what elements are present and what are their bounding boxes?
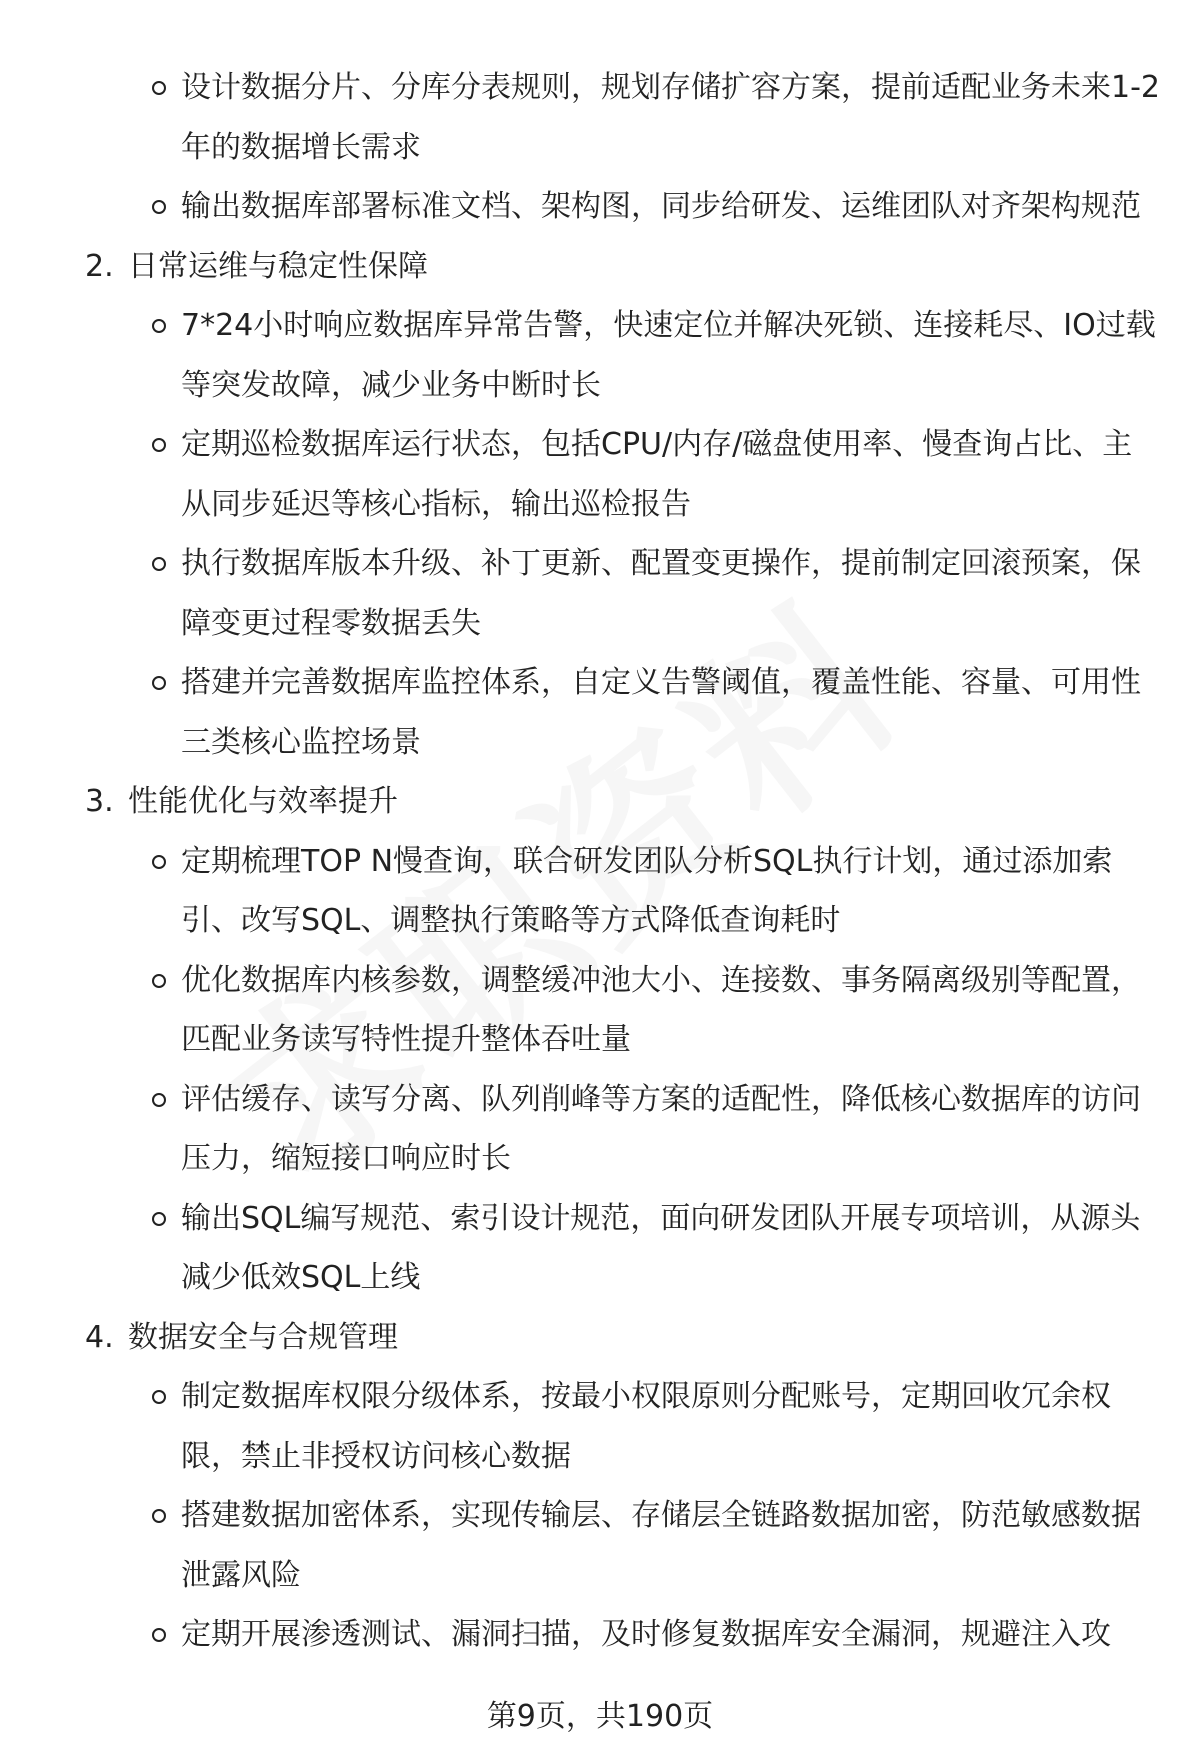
line-text: 数据安全与合规管理 — [128, 1319, 398, 1355]
circle-bullet-icon — [152, 200, 166, 214]
line-text: 日常运维与稳定性保障 — [128, 248, 428, 284]
line-text: 限，禁止非授权访问核心数据 — [181, 1438, 571, 1474]
sub-list-item — [0, 653, 1200, 713]
circle-bullet-icon — [152, 855, 166, 869]
sub-list-item — [0, 58, 1200, 118]
sub-list-item — [0, 1189, 1200, 1249]
section-number: 3. — [85, 784, 114, 819]
sub-list-item-continuation — [0, 356, 1200, 416]
sub-list-item — [0, 1605, 1200, 1665]
sub-list-item — [0, 1486, 1200, 1546]
line-text: 障变更过程零数据丢失 — [181, 605, 481, 641]
circle-bullet-icon — [152, 1390, 166, 1404]
line-text: 压力，缩短接口响应时长 — [181, 1141, 511, 1176]
line-text: 7*24小时响应数据库异常告警，快速定位并解决死锁、连接耗尽、IO过载 — [181, 308, 1156, 343]
section-heading — [0, 772, 1200, 832]
line-text: 设计数据分片、分库分表规则，规划存储扩容方案，提前适配业务未来1-2 — [181, 70, 1160, 105]
sub-list-item-continuation — [0, 594, 1200, 654]
line-text: 搭建并完善数据库监控体系，自定义告警阈值，覆盖性能、容量、可用性 — [181, 665, 1141, 700]
sub-list-item — [0, 296, 1200, 356]
sub-list-item — [0, 951, 1200, 1011]
circle-bullet-icon — [152, 319, 166, 333]
line-text: 评估缓存、读写分离、队列削峰等方案的适配性，降低核心数据库的访问 — [181, 1081, 1141, 1117]
line-text: 从同步延迟等核心指标，输出巡检报告 — [181, 486, 691, 522]
sub-list-item — [0, 415, 1200, 475]
line-text: 泄露风险 — [181, 1557, 301, 1593]
circle-bullet-icon — [152, 1093, 166, 1107]
line-text: 等突发故障，减少业务中断时长 — [181, 367, 601, 403]
circle-bullet-icon — [152, 1628, 166, 1642]
section-heading — [0, 1308, 1200, 1368]
sub-list-item — [0, 1367, 1200, 1427]
sub-list-item — [0, 177, 1200, 237]
section-number: 4. — [85, 1319, 114, 1355]
line-text: 输出数据库部署标准文档、架构图，同步给研发、运维团队对齐架构规范 — [181, 189, 1141, 224]
circle-bullet-icon — [152, 1212, 166, 1226]
sub-list-item — [0, 534, 1200, 594]
line-text: 输出SQL编写规范、索引设计规范，面向研发团队开展专项培训，从源头 — [181, 1200, 1141, 1236]
line-text: 定期开展渗透测试、漏洞扫描，及时修复数据库安全漏洞，规避注入攻 — [181, 1617, 1111, 1652]
sub-list-item-continuation — [0, 118, 1200, 178]
circle-bullet-icon — [152, 1509, 166, 1523]
line-text: 性能优化与效率提升 — [128, 784, 398, 819]
line-text: 匹配业务读写特性提升整体吞吐量 — [181, 1022, 631, 1057]
sub-list-item-continuation — [0, 1248, 1200, 1308]
circle-bullet-icon — [152, 438, 166, 452]
sub-list-item — [0, 832, 1200, 892]
sub-list-item-continuation — [0, 713, 1200, 773]
document-body — [0, 58, 1200, 1665]
sub-list-item-continuation — [0, 1010, 1200, 1070]
line-text: 引、改写SQL、调整执行策略等方式降低查询耗时 — [181, 903, 841, 938]
line-text: 定期梳理TOP N慢查询，联合研发团队分析SQL执行计划，通过添加索 — [181, 843, 1113, 879]
sub-list-item-continuation — [0, 891, 1200, 951]
sub-list-item — [0, 1070, 1200, 1130]
circle-bullet-icon — [152, 676, 166, 690]
line-text: 制定数据库权限分级体系，按最小权限原则分配账号，定期回收冗余权 — [181, 1379, 1111, 1414]
line-text: 三类核心监控场景 — [181, 724, 421, 760]
circle-bullet-icon — [152, 974, 166, 988]
section-number: 2. — [85, 248, 114, 284]
section-heading — [0, 237, 1200, 297]
sub-list-item-continuation — [0, 1129, 1200, 1189]
sub-list-item-continuation — [0, 1427, 1200, 1487]
line-text: 搭建数据加密体系，实现传输层、存储层全链路数据加密，防范敏感数据 — [181, 1498, 1141, 1533]
circle-bullet-icon — [152, 557, 166, 571]
sub-list-item-continuation — [0, 1546, 1200, 1606]
line-text: 执行数据库版本升级、补丁更新、配置变更操作，提前制定回滚预案，保 — [181, 546, 1141, 581]
line-text: 年的数据增长需求 — [181, 129, 421, 165]
line-text: 优化数据库内核参数，调整缓冲池大小、连接数、事务隔离级别等配置， — [181, 962, 1141, 998]
line-text: 定期巡检数据库运行状态，包括CPU/内存/磁盘使用率、慢查询占比、主 — [181, 427, 1133, 462]
line-text: 减少低效SQL上线 — [181, 1260, 421, 1295]
sub-list-item-continuation — [0, 475, 1200, 535]
circle-bullet-icon — [152, 81, 166, 95]
page-footer: 第9页，共190页 — [486, 1699, 714, 1734]
